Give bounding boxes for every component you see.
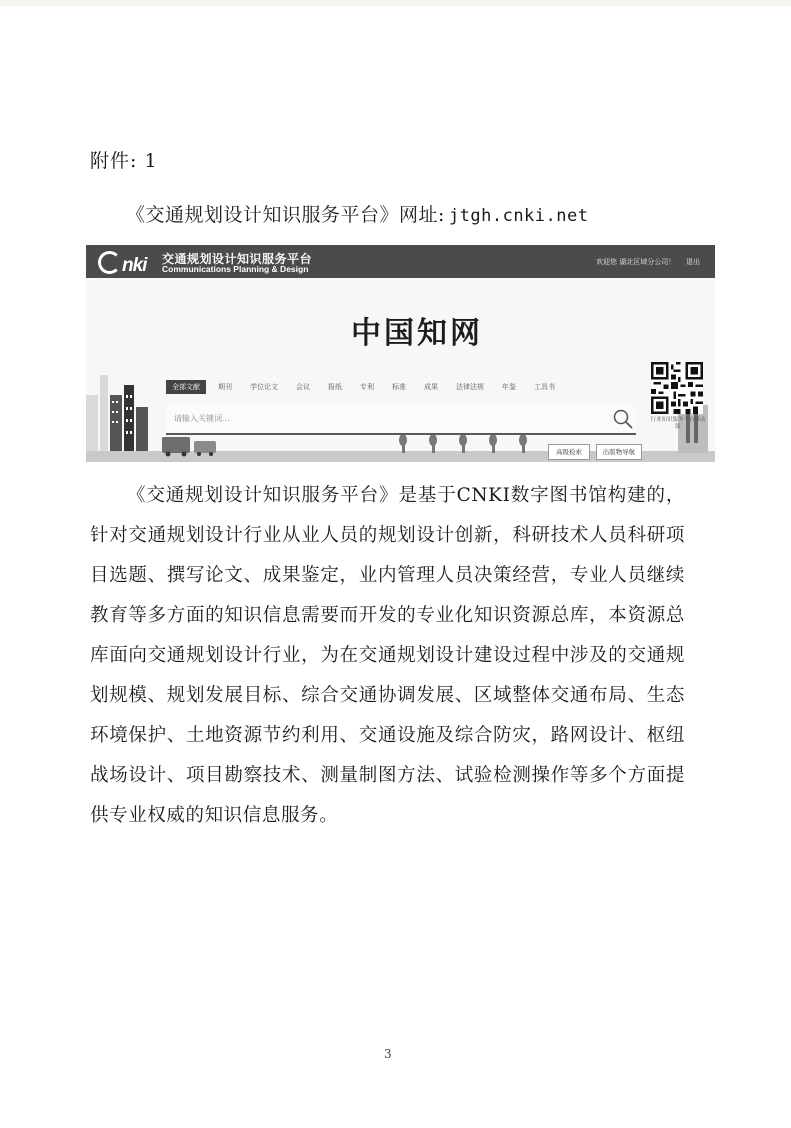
tab-journals[interactable]: 期刊 xyxy=(218,383,232,391)
site-title-en: Communications Planning & Design xyxy=(162,264,309,274)
tab-laws[interactable]: 法律法规 xyxy=(456,383,484,391)
logout-link[interactable]: 退出 xyxy=(686,258,700,266)
qr-caption: 行业知识服务平台移动版 xyxy=(650,417,706,430)
tab-reference-books[interactable]: 工具书 xyxy=(534,383,555,391)
scan-edge xyxy=(0,0,791,6)
platform-url: jtgh.cnki.net xyxy=(448,206,589,226)
tab-yearbooks[interactable]: 年鉴 xyxy=(502,383,516,391)
tab-all-literature[interactable]: 全部文献 xyxy=(166,380,206,394)
cnki-logo: nki xyxy=(98,251,146,277)
publication-nav-button[interactable]: 出版物导航 xyxy=(596,444,642,460)
tab-patents[interactable]: 专利 xyxy=(360,383,374,391)
tab-standards[interactable]: 标准 xyxy=(392,383,406,391)
welcome-text: 欢迎您 湖北区域分公司！ xyxy=(596,258,676,266)
tab-dissertations[interactable]: 学位论文 xyxy=(250,383,278,391)
tab-newspapers[interactable]: 报纸 xyxy=(328,383,342,391)
tab-achievements[interactable]: 成果 xyxy=(424,383,438,391)
platform-title-line xyxy=(126,200,588,227)
tab-conferences[interactable]: 会议 xyxy=(296,383,310,391)
description-paragraph: 《交通规划设计知识服务平台》是基于CNKI数字图书馆构建的，针对交通规划设计行业从业人员的规划设计创新，科研技术人员科研项目选题、撰写论文、成果鉴定，业内管理人员决策经营，专业人员继续教育等多方面的知识信息需要而开发的专业化知识资源总库，本资源总库面向交通规划设计行业，为在交通规划设计建设过程中涉及的交通规划规模、规划发展目标、综合交通协调发展、区域整体交通布局、生态环境保护、土地资源节约利用、交通设施及综合防灾，路网设计、枢纽战场设计、项目勘察技术、测量制图方法、试验检测操作等多个方面提供专业权威的知识信息服务。 xyxy=(90,485,685,826)
qr-code-icon xyxy=(651,362,703,414)
search-input[interactable] xyxy=(166,405,636,435)
advanced-search-button[interactable]: 高级检索 xyxy=(548,444,590,460)
search-placeholder: 请输入关键词... xyxy=(174,414,230,423)
platform-name: 《交通规划设计知识服务平台》网址: xyxy=(126,204,445,226)
search-icon[interactable] xyxy=(612,408,634,430)
page-number: 3 xyxy=(384,1047,392,1061)
search-type-tabs xyxy=(166,380,567,394)
platform-screenshot xyxy=(86,245,715,462)
cnki-logo-c-icon xyxy=(98,251,121,274)
site-title-cn: 交通规划设计知识服务平台 xyxy=(162,252,313,266)
cnki-brand-title: 中国知网 xyxy=(351,316,483,351)
attachment-label: 附件: 1 xyxy=(90,150,158,172)
